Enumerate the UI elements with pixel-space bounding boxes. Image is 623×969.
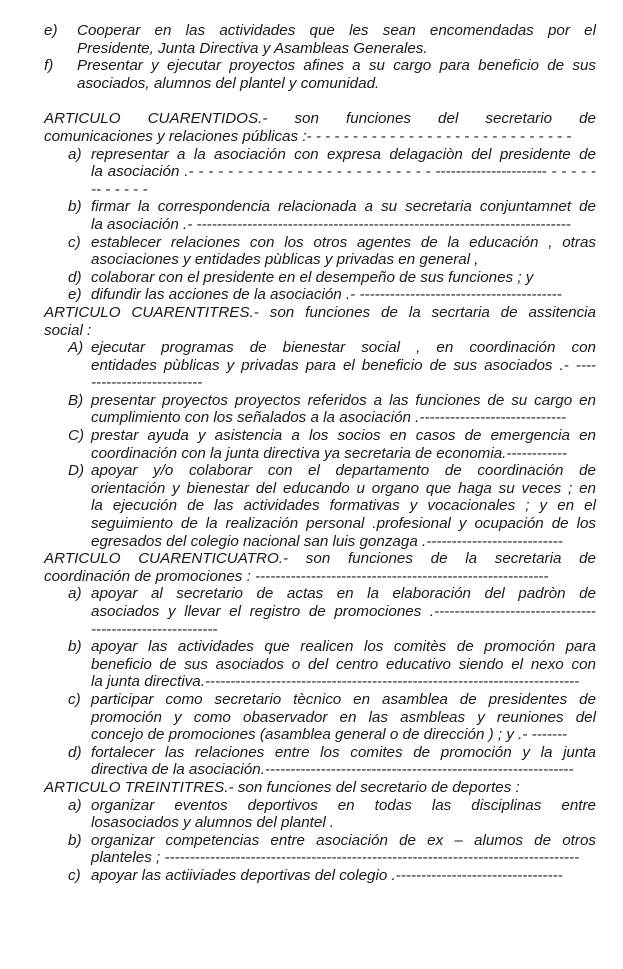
line-text: firmar la correspondencia relacionada a su secretaria conjuntamnet de <box>91 198 596 216</box>
line-text: apoyar al secretario de actas en la elaboración del padròn de <box>91 585 596 603</box>
list-item-line <box>44 181 596 199</box>
line-text: cumplimiento con los señalados a la asociación .----------------------------- <box>91 409 567 427</box>
list-item-line <box>44 515 596 533</box>
line-text: ejecutar programas de bienestar social , en coordinación con <box>91 339 596 357</box>
list-item-line <box>44 726 596 744</box>
line-text: planteles ; ---------------------------------------------------------------------------------- <box>91 849 580 867</box>
line-text: representar a la asociación con expresa delagaciòn del presidente de <box>91 145 596 163</box>
item-marker: c) <box>68 233 81 251</box>
line-text: ARTICULO CUARENTITRES.- son funciones de la secrtaria de assitencia <box>44 303 596 321</box>
article-heading-line <box>44 568 596 586</box>
list-item-line <box>44 691 596 709</box>
list-item-line <box>44 832 596 850</box>
article-heading-line <box>44 128 596 146</box>
line-text: organizar competencias entre asociación de ex – alumos de otros <box>91 831 596 849</box>
list-item-line <box>44 814 596 832</box>
line-text: Presentar y ejecutar proyectos afines a su cargo para beneficio de sus <box>77 57 596 75</box>
line-text: social : <box>44 321 92 339</box>
list-item-line <box>44 497 596 515</box>
list-item-line <box>44 392 596 410</box>
item-marker: f) <box>44 57 54 75</box>
list-item-line <box>44 57 596 75</box>
line-text: asociados y llevar el registro de promociones .-------------------------------- <box>91 603 596 620</box>
list-item-line <box>44 251 596 269</box>
article-heading-line <box>44 304 596 322</box>
list-item-line <box>44 480 596 498</box>
line-text: losasociados y alumnos del plantel . <box>91 814 335 832</box>
item-marker: c) <box>68 690 81 708</box>
list-item-line <box>44 75 596 93</box>
line-text: asociaciones y entidades pùblicas y privadas en general , <box>91 251 479 269</box>
list-item-line <box>44 269 596 287</box>
item-marker: e) <box>68 286 82 304</box>
list-item-line <box>44 339 596 357</box>
line-text: apoyar y/o colaborar con el departamento de coordinación de <box>91 462 596 480</box>
line-text: la ejecución de las actividades formativas y vocacionales ; y en el <box>91 497 596 515</box>
list-item-line <box>44 867 596 885</box>
list-item-line <box>44 603 596 621</box>
list-item-line <box>44 533 596 551</box>
line-text: comunicaciones y relaciones públicas :- - - - - - - - - - - - - - - - - - - - - - - - - - - - - <box>44 127 572 145</box>
line-text: -- - - - - - <box>91 180 148 198</box>
item-marker: B) <box>68 391 84 409</box>
line-text: apoyar las actiiviades deportivas del colegio .--------------------------------- <box>91 866 563 884</box>
list-item-line <box>44 849 596 867</box>
article-heading-line <box>44 110 596 128</box>
list-item-line <box>44 286 596 304</box>
line-text: ARTICULO CUARENTICUATRO.- son funciones de la secretaria de <box>44 550 596 568</box>
list-item-line <box>44 744 596 762</box>
line-text: presentar proyectos proyectos referidos a las funciones de su cargo en <box>91 391 596 409</box>
line-text: promoción y como obaservador en las asmbleas y reuniones del <box>91 708 596 726</box>
line-text: la asociación .- -------------------------------------------------------------------------- <box>91 215 571 233</box>
line-text: coordinación con la junta directiva ya secretaria de economia.------------ <box>91 444 568 462</box>
document-page <box>44 22 596 885</box>
line-text: establecer relaciones con los otros agentes de la educación , otras <box>91 233 596 251</box>
line-text: directiva de la asociación.------------------------------------------------------------- <box>91 761 574 779</box>
line-text: la junta directiva.-------------------------------------------------------------------------- <box>91 673 580 691</box>
list-item-line <box>44 234 596 252</box>
line-text: Presidente, Junta Directiva y Asambleas Generales. <box>77 39 428 57</box>
list-item-line <box>44 797 596 815</box>
list-item-line <box>44 673 596 691</box>
item-marker: D) <box>68 462 85 480</box>
list-item-line <box>44 163 596 181</box>
item-marker: d) <box>68 743 82 761</box>
line-text: egresados del colegio nacional san luis gonzaga .--------------------------- <box>91 532 563 550</box>
item-marker: b) <box>68 638 82 656</box>
list-item-line <box>44 374 596 392</box>
list-item-line <box>44 40 596 58</box>
list-item-line <box>44 709 596 727</box>
item-marker: a) <box>68 796 82 814</box>
line-text: apoyar las actividades que realicen los comitès de promoción para <box>91 638 596 656</box>
item-marker: a) <box>68 145 82 163</box>
list-item-line <box>44 22 596 40</box>
item-marker: c) <box>68 866 81 884</box>
list-item-line <box>44 146 596 164</box>
line-text: Cooperar en las actividades que les sean encomendadas por el <box>77 22 596 39</box>
article-heading-line <box>44 550 596 568</box>
list-item-line <box>44 656 596 674</box>
line-text: concejo de promociones (asamblea general o de dirección ) ; y .- ------- <box>91 726 568 744</box>
line-text: colaborar con el presidente en el desempeño de sus funciones ; y <box>91 268 534 286</box>
line-text: participar como secretario tècnico en asamblea de presidentes de <box>91 690 596 708</box>
list-item-line <box>44 621 596 639</box>
line-text: seguimiento de la realización personal .profesional y ocupación de los <box>91 515 596 533</box>
line-text: beneficio de sus asociados o del centro educativo siendo el nexo con <box>91 655 596 673</box>
line-text: prestar ayuda y asistencia a los socios en casos de emergencia en <box>91 427 596 445</box>
item-marker: b) <box>68 831 82 849</box>
line-text: ------------------------- <box>91 620 218 638</box>
line-text: fortalecer las relaciones entre los comites de promoción y la junta <box>91 743 596 761</box>
list-item-line <box>44 198 596 216</box>
item-marker: A) <box>68 339 84 357</box>
line-text: la asociación .- - - - - - - - - - - - - - - - - - - - - - - - - ---------------------- - - - - - <box>91 163 596 181</box>
list-item-line <box>44 585 596 603</box>
paragraph-gap <box>44 92 596 110</box>
line-text: asociados, alumnos del plantel y comunidad. <box>77 74 380 92</box>
line-text: orientación y bienestar del educando u organo que haga su veces ; en <box>91 479 596 497</box>
item-marker: d) <box>68 268 82 286</box>
line-text: organizar eventos deportivos en todas las disciplinas entre <box>91 796 596 814</box>
line-text: difundir las acciones de la asociación .- ---------------------------------------- <box>91 286 562 304</box>
line-text: coordinación de promociones : ---------------------------------------------------------- <box>44 567 549 585</box>
list-item-line <box>44 357 596 375</box>
line-text: ARTICULO TREINTITRES.- son funciones del secretario de deportes : <box>44 778 520 796</box>
item-marker: a) <box>68 585 82 603</box>
item-marker: e) <box>44 22 58 39</box>
list-item-line <box>44 216 596 234</box>
article-heading-line <box>44 779 596 797</box>
list-item-line <box>44 409 596 427</box>
article-heading-line <box>44 322 596 340</box>
item-marker: C) <box>68 427 85 445</box>
list-item-line <box>44 462 596 480</box>
line-text: entidades pùblicas y privadas para el beneficio de sus asociados .- ---- <box>91 356 596 374</box>
list-item-line <box>44 427 596 445</box>
line-text: ARTICULO CUARENTIDOS.- son funciones del secretario de <box>44 110 596 128</box>
list-item-line <box>44 445 596 463</box>
list-item-line <box>44 761 596 779</box>
list-item-line <box>44 638 596 656</box>
item-marker: b) <box>68 198 82 216</box>
line-text: ---------------------- <box>91 374 203 392</box>
